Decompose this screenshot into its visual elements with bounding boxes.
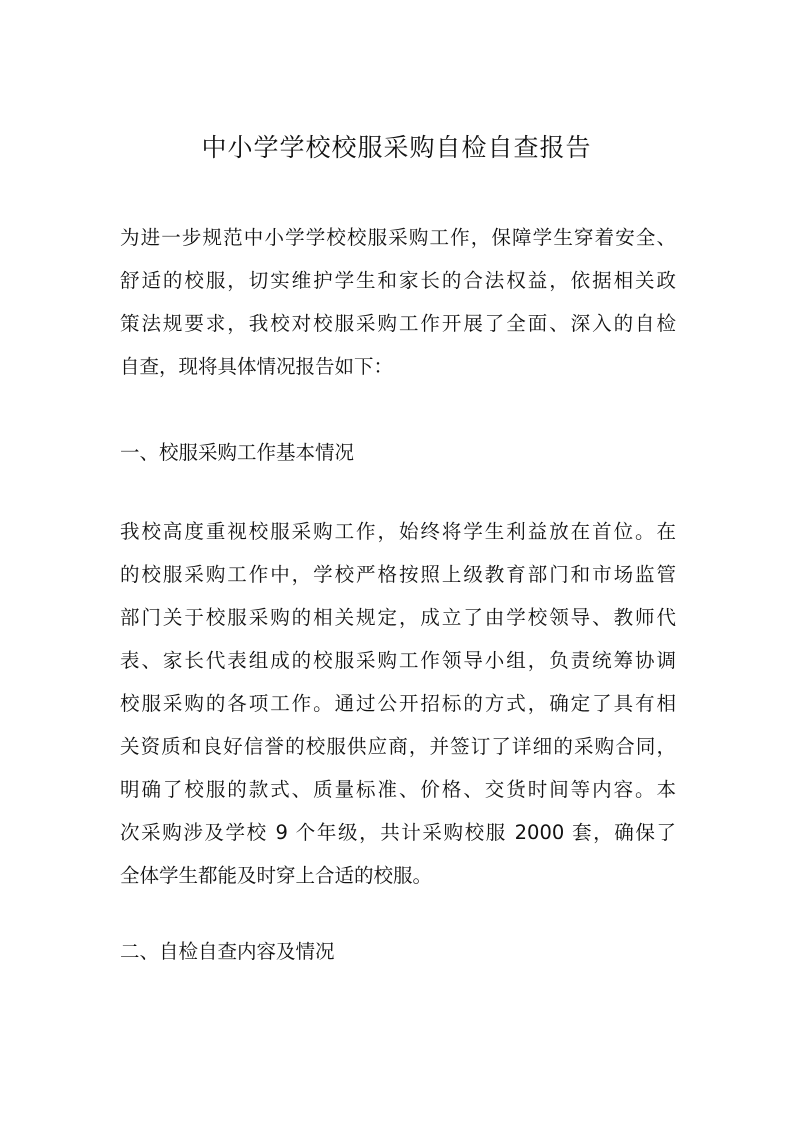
paragraph-line: 校服采购的各项工作。通过公开招标的方式，确定了具有相 <box>120 692 676 715</box>
paragraph-line: 部门关于校服采购的相关规定，成立了由学校领导、教师代 <box>120 606 676 629</box>
section-heading-2: 二、自检自查内容及情况 <box>120 940 335 963</box>
paragraph-line: 的校服采购工作中，学校严格按照上级教育部门和市场监管 <box>120 563 676 586</box>
paragraph-line: 表、家长代表组成的校服采购工作领导小组，负责统筹协调 <box>120 649 676 672</box>
paragraph-line: 舒适的校服，切实维护学生和家长的合法权益，依据相关政 <box>120 269 676 292</box>
paragraph-line: 次采购涉及学校 9 个年级，共计采购校服 2000 套，确保了 <box>120 821 676 844</box>
intro-paragraph <box>120 216 676 388</box>
paragraph-line: 自查，现将具体情况报告如下： <box>120 355 394 378</box>
paragraph-line: 策法规要求，我校对校服采购工作开展了全面、深入的自检 <box>120 312 676 335</box>
paragraph-line: 关资质和良好信誉的校服供应商，并签订了详细的采购合同， <box>120 735 676 758</box>
paragraph-line: 明确了校服的款式、质量标准、价格、交货时间等内容。本 <box>120 778 676 801</box>
paragraph-line: 为进一步规范中小学学校校服采购工作，保障学生穿着安全、 <box>120 226 676 249</box>
section1-paragraph <box>120 510 676 897</box>
paragraph-line: 全体学生都能及时穿上合适的校服。 <box>120 864 433 887</box>
section-heading-1: 一、校服采购工作基本情况 <box>120 441 355 464</box>
document-title: 中小学学校校服采购自检自查报告 <box>201 133 592 162</box>
paragraph-line: 我校高度重视校服采购工作，始终将学生利益放在首位。在 <box>120 520 676 543</box>
